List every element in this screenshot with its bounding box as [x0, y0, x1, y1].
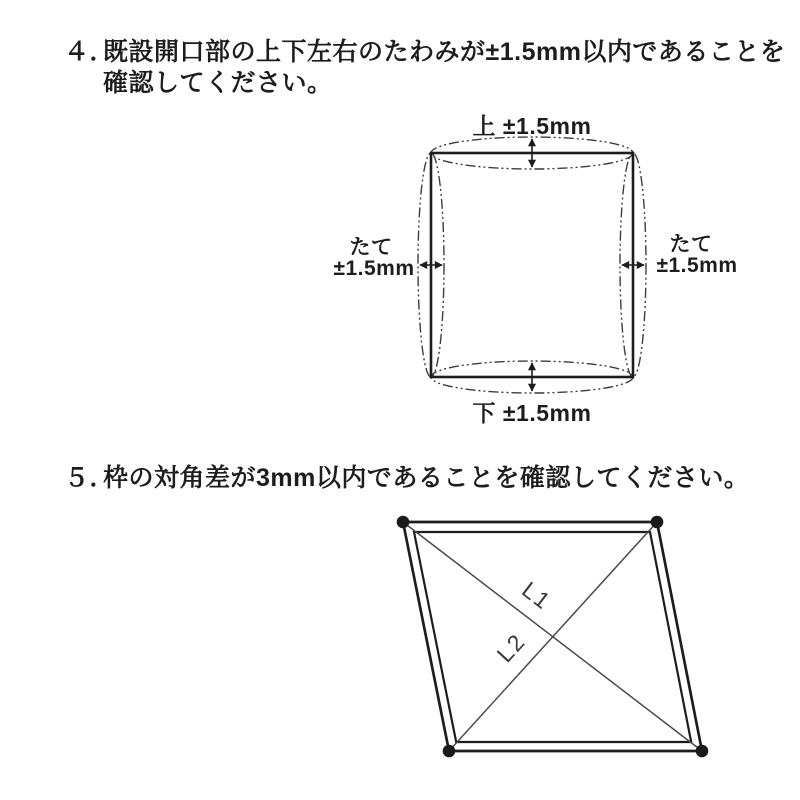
corner-dot-bottom-right — [696, 745, 709, 758]
diagonal-l2-label: L2 — [491, 627, 531, 668]
instruction-4-line1: 既設開口部の上下左右のたわみが±1.5mm以内であることを — [103, 38, 786, 66]
opening-frame — [431, 153, 633, 377]
left-tolerance-label-line1: たて — [349, 236, 393, 259]
top-tolerance-label: 上 ±1.5mm — [472, 113, 592, 139]
corner-dot-top-left — [397, 516, 410, 529]
instruction-5 — [64, 463, 749, 494]
right-tolerance-label-line2: ±1.5mm — [656, 254, 738, 277]
corner-dot-top-right — [651, 516, 664, 529]
corner-dot-bottom-left — [443, 745, 456, 758]
instruction-4-text — [103, 37, 785, 99]
diagonal-l2-line — [449, 522, 657, 751]
diagonal-diagram — [397, 516, 709, 758]
left-tolerance-label-line2: ±1.5mm — [333, 257, 415, 280]
instruction-4 — [64, 37, 785, 99]
diagonal-l1-label: L1 — [517, 576, 557, 615]
deflection-diagram — [333, 113, 737, 426]
right-tolerance-label-line1: たて — [669, 233, 713, 256]
instruction-5-number: ５． — [64, 464, 116, 492]
instruction-5-text — [103, 463, 749, 494]
instruction-5-line1: 枠の対角差が3mm以内であることを確認してください。 — [103, 464, 750, 492]
instruction-4-line2: 確認してください。 — [103, 69, 333, 97]
bottom-tolerance-label: 下 ±1.5mm — [472, 400, 592, 426]
instruction-4-number: ４． — [64, 38, 116, 66]
